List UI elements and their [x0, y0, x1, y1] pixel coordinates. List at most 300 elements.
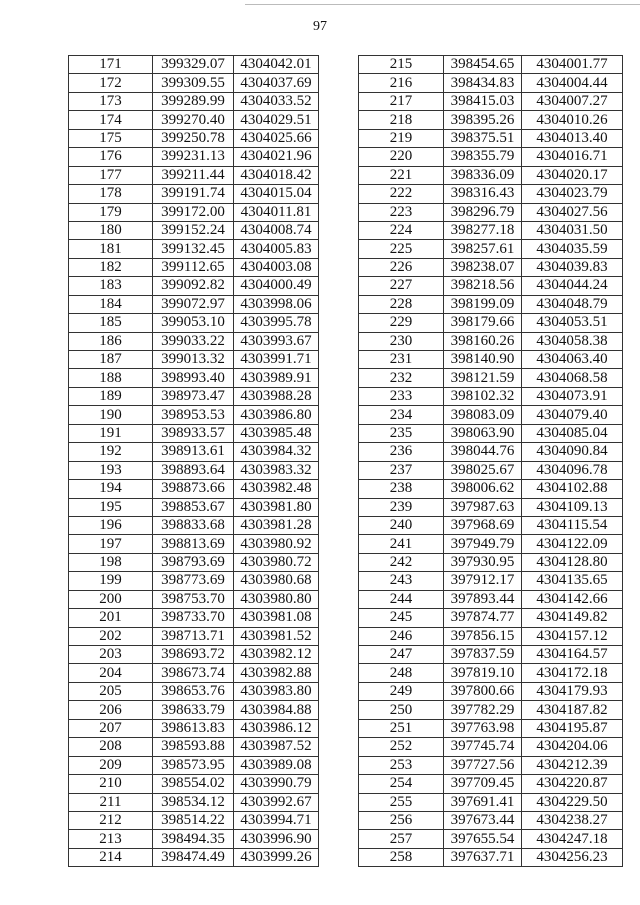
x-coordinate: 398121.59 — [444, 369, 522, 387]
y-coordinate: 4304220.87 — [522, 775, 623, 793]
point-number: 252 — [359, 738, 444, 756]
x-coordinate: 398893.64 — [153, 461, 234, 479]
x-coordinate: 397800.66 — [444, 682, 522, 700]
x-coordinate: 398713.71 — [153, 627, 234, 645]
y-coordinate: 4304029.51 — [234, 111, 319, 129]
y-coordinate: 4304008.74 — [234, 221, 319, 239]
y-coordinate: 4303980.80 — [234, 590, 319, 608]
table-row — [69, 258, 319, 276]
x-coordinate: 398199.09 — [444, 295, 522, 313]
table-row — [359, 332, 623, 350]
table-row — [359, 148, 623, 166]
point-number: 243 — [359, 572, 444, 590]
x-coordinate: 397949.79 — [444, 535, 522, 553]
y-coordinate: 4303981.28 — [234, 516, 319, 534]
y-coordinate: 4303987.52 — [234, 738, 319, 756]
y-coordinate: 4304212.39 — [522, 756, 623, 774]
x-coordinate: 397987.63 — [444, 498, 522, 516]
table-row — [69, 332, 319, 350]
x-coordinate: 398454.65 — [444, 56, 522, 74]
x-coordinate: 397655.54 — [444, 830, 522, 848]
y-coordinate: 4304090.84 — [522, 443, 623, 461]
y-coordinate: 4303996.90 — [234, 830, 319, 848]
x-coordinate: 399152.24 — [153, 221, 234, 239]
table-row — [69, 719, 319, 737]
y-coordinate: 4303993.67 — [234, 332, 319, 350]
x-coordinate: 399250.78 — [153, 129, 234, 147]
y-coordinate: 4304000.49 — [234, 277, 319, 295]
x-coordinate: 399072.97 — [153, 295, 234, 313]
x-coordinate: 399289.99 — [153, 92, 234, 110]
y-coordinate: 4304115.54 — [522, 516, 623, 534]
x-coordinate: 398277.18 — [444, 221, 522, 239]
point-number: 249 — [359, 682, 444, 700]
table-row — [69, 92, 319, 110]
y-coordinate: 4304068.58 — [522, 369, 623, 387]
y-coordinate: 4304096.78 — [522, 461, 623, 479]
x-coordinate: 398395.26 — [444, 111, 522, 129]
y-coordinate: 4304044.24 — [522, 277, 623, 295]
top-rule — [245, 4, 640, 5]
y-coordinate: 4303984.32 — [234, 443, 319, 461]
table-row — [69, 369, 319, 387]
y-coordinate: 4304122.09 — [522, 535, 623, 553]
point-number: 235 — [359, 424, 444, 442]
y-coordinate: 4304085.04 — [522, 424, 623, 442]
table-row — [359, 406, 623, 424]
y-coordinate: 4304079.40 — [522, 406, 623, 424]
y-coordinate: 4304003.08 — [234, 258, 319, 276]
x-coordinate: 399270.40 — [153, 111, 234, 129]
x-coordinate: 398257.61 — [444, 240, 522, 258]
y-coordinate: 4304135.65 — [522, 572, 623, 590]
point-number: 184 — [69, 295, 153, 313]
point-number: 253 — [359, 756, 444, 774]
point-number: 254 — [359, 775, 444, 793]
table-row — [359, 56, 623, 74]
x-coordinate: 398238.07 — [444, 258, 522, 276]
y-coordinate: 4303990.79 — [234, 775, 319, 793]
table-row — [359, 701, 623, 719]
table-row — [359, 277, 623, 295]
point-number: 183 — [69, 277, 153, 295]
point-number: 225 — [359, 240, 444, 258]
point-number: 179 — [69, 203, 153, 221]
point-number: 189 — [69, 387, 153, 405]
x-coordinate: 397745.74 — [444, 738, 522, 756]
table-row — [69, 498, 319, 516]
x-coordinate: 397637.71 — [444, 848, 522, 866]
y-coordinate: 4304048.79 — [522, 295, 623, 313]
table-row — [69, 221, 319, 239]
x-coordinate: 398653.76 — [153, 682, 234, 700]
point-number: 192 — [69, 443, 153, 461]
table-row — [359, 480, 623, 498]
table-row — [69, 406, 319, 424]
point-number: 215 — [359, 56, 444, 74]
point-number: 256 — [359, 811, 444, 829]
y-coordinate: 4304025.66 — [234, 129, 319, 147]
y-coordinate: 4303995.78 — [234, 314, 319, 332]
y-coordinate: 4304128.80 — [522, 553, 623, 571]
x-coordinate: 399191.74 — [153, 185, 234, 203]
table-row — [359, 719, 623, 737]
x-coordinate: 397782.29 — [444, 701, 522, 719]
x-coordinate: 397968.69 — [444, 516, 522, 534]
x-coordinate: 398025.67 — [444, 461, 522, 479]
table-row — [69, 277, 319, 295]
y-coordinate: 4303981.80 — [234, 498, 319, 516]
table-row — [69, 443, 319, 461]
point-number: 198 — [69, 553, 153, 571]
x-coordinate: 398218.56 — [444, 277, 522, 295]
table-row — [359, 369, 623, 387]
x-coordinate: 398006.62 — [444, 480, 522, 498]
point-number: 178 — [69, 185, 153, 203]
x-coordinate: 398415.03 — [444, 92, 522, 110]
point-number: 211 — [69, 793, 153, 811]
point-number: 251 — [359, 719, 444, 737]
page-number: 97 — [313, 19, 327, 34]
point-number: 232 — [359, 369, 444, 387]
y-coordinate: 4303991.71 — [234, 351, 319, 369]
x-coordinate: 397727.56 — [444, 756, 522, 774]
x-coordinate: 399172.00 — [153, 203, 234, 221]
point-number: 180 — [69, 221, 153, 239]
point-number: 231 — [359, 351, 444, 369]
table-row — [69, 166, 319, 184]
y-coordinate: 4304247.18 — [522, 830, 623, 848]
x-coordinate: 399309.55 — [153, 74, 234, 92]
table-row — [359, 775, 623, 793]
point-number: 230 — [359, 332, 444, 350]
table-row — [359, 351, 623, 369]
y-coordinate: 4304027.56 — [522, 203, 623, 221]
table-row — [69, 830, 319, 848]
table-row — [69, 738, 319, 756]
x-coordinate: 398355.79 — [444, 148, 522, 166]
x-coordinate: 398953.53 — [153, 406, 234, 424]
point-number: 240 — [359, 516, 444, 534]
table-row — [69, 775, 319, 793]
y-coordinate: 4303992.67 — [234, 793, 319, 811]
point-number: 223 — [359, 203, 444, 221]
point-number: 216 — [359, 74, 444, 92]
x-coordinate: 398993.40 — [153, 369, 234, 387]
point-number: 203 — [69, 646, 153, 664]
y-coordinate: 4304037.69 — [234, 74, 319, 92]
y-coordinate: 4304004.44 — [522, 74, 623, 92]
y-coordinate: 4304016.71 — [522, 148, 623, 166]
table-row — [69, 129, 319, 147]
point-number: 237 — [359, 461, 444, 479]
table-row — [359, 682, 623, 700]
x-coordinate: 398673.74 — [153, 664, 234, 682]
point-number: 247 — [359, 646, 444, 664]
point-number: 173 — [69, 92, 153, 110]
point-number: 236 — [359, 443, 444, 461]
x-coordinate: 398474.49 — [153, 848, 234, 866]
y-coordinate: 4304256.23 — [522, 848, 623, 866]
point-number: 218 — [359, 111, 444, 129]
table-row — [69, 535, 319, 553]
y-coordinate: 4304021.96 — [234, 148, 319, 166]
x-coordinate: 398336.09 — [444, 166, 522, 184]
point-number: 209 — [69, 756, 153, 774]
point-number: 193 — [69, 461, 153, 479]
x-coordinate: 398140.90 — [444, 351, 522, 369]
y-coordinate: 4303998.06 — [234, 295, 319, 313]
point-number: 250 — [359, 701, 444, 719]
point-number: 200 — [69, 590, 153, 608]
x-coordinate: 398833.68 — [153, 516, 234, 534]
table-row — [69, 314, 319, 332]
point-number: 226 — [359, 258, 444, 276]
table-row — [69, 351, 319, 369]
point-number: 239 — [359, 498, 444, 516]
table-row — [69, 664, 319, 682]
point-number: 196 — [69, 516, 153, 534]
point-number: 246 — [359, 627, 444, 645]
table-row — [359, 74, 623, 92]
table-row — [69, 111, 319, 129]
table-row — [69, 240, 319, 258]
point-number: 204 — [69, 664, 153, 682]
table-row — [69, 756, 319, 774]
y-coordinate: 4304172.18 — [522, 664, 623, 682]
point-number: 234 — [359, 406, 444, 424]
y-coordinate: 4303983.80 — [234, 682, 319, 700]
x-coordinate: 397874.77 — [444, 609, 522, 627]
point-number: 228 — [359, 295, 444, 313]
table-row — [359, 516, 623, 534]
x-coordinate: 398514.22 — [153, 811, 234, 829]
point-number: 195 — [69, 498, 153, 516]
point-number: 212 — [69, 811, 153, 829]
point-number: 186 — [69, 332, 153, 350]
point-number: 227 — [359, 277, 444, 295]
x-coordinate: 398160.26 — [444, 332, 522, 350]
point-number: 176 — [69, 148, 153, 166]
y-coordinate: 4304204.06 — [522, 738, 623, 756]
y-coordinate: 4304018.42 — [234, 166, 319, 184]
point-number: 197 — [69, 535, 153, 553]
point-number: 255 — [359, 793, 444, 811]
table-row — [359, 572, 623, 590]
x-coordinate: 398554.02 — [153, 775, 234, 793]
point-number: 229 — [359, 314, 444, 332]
y-coordinate: 4304238.27 — [522, 811, 623, 829]
x-coordinate: 397691.41 — [444, 793, 522, 811]
x-coordinate: 398044.76 — [444, 443, 522, 461]
x-coordinate: 398773.69 — [153, 572, 234, 590]
y-coordinate: 4304035.59 — [522, 240, 623, 258]
point-number: 182 — [69, 258, 153, 276]
coordinates-table-left — [68, 55, 319, 867]
point-number: 258 — [359, 848, 444, 866]
y-coordinate: 4304187.82 — [522, 701, 623, 719]
y-coordinate: 4304053.51 — [522, 314, 623, 332]
y-coordinate: 4304031.50 — [522, 221, 623, 239]
table-row — [359, 535, 623, 553]
y-coordinate: 4303986.12 — [234, 719, 319, 737]
y-coordinate: 4303982.48 — [234, 480, 319, 498]
point-number: 171 — [69, 56, 153, 74]
y-coordinate: 4304102.88 — [522, 480, 623, 498]
y-coordinate: 4304058.38 — [522, 332, 623, 350]
point-number: 199 — [69, 572, 153, 590]
table-row — [69, 480, 319, 498]
y-coordinate: 4303981.08 — [234, 609, 319, 627]
point-number: 202 — [69, 627, 153, 645]
y-coordinate: 4304157.12 — [522, 627, 623, 645]
y-coordinate: 4304042.01 — [234, 56, 319, 74]
x-coordinate: 397673.44 — [444, 811, 522, 829]
table-row — [359, 258, 623, 276]
table-row — [359, 627, 623, 645]
y-coordinate: 4304015.04 — [234, 185, 319, 203]
point-number: 213 — [69, 830, 153, 848]
x-coordinate: 398593.88 — [153, 738, 234, 756]
y-coordinate: 4303982.12 — [234, 646, 319, 664]
table-row — [359, 848, 623, 866]
table-row — [359, 92, 623, 110]
x-coordinate: 398633.79 — [153, 701, 234, 719]
y-coordinate: 4304033.52 — [234, 92, 319, 110]
table-row — [69, 74, 319, 92]
table-row — [359, 553, 623, 571]
x-coordinate: 397930.95 — [444, 553, 522, 571]
table-row — [359, 443, 623, 461]
point-number: 257 — [359, 830, 444, 848]
x-coordinate: 398753.70 — [153, 590, 234, 608]
point-number: 206 — [69, 701, 153, 719]
table-row — [359, 295, 623, 313]
y-coordinate: 4304142.66 — [522, 590, 623, 608]
y-coordinate: 4303984.88 — [234, 701, 319, 719]
table-row — [359, 185, 623, 203]
x-coordinate: 398296.79 — [444, 203, 522, 221]
table-row — [69, 848, 319, 866]
table-row — [359, 221, 623, 239]
x-coordinate: 399112.65 — [153, 258, 234, 276]
table-row — [359, 129, 623, 147]
x-coordinate: 397819.10 — [444, 664, 522, 682]
table-row — [69, 424, 319, 442]
x-coordinate: 398793.69 — [153, 553, 234, 571]
table-row — [359, 590, 623, 608]
x-coordinate: 399231.13 — [153, 148, 234, 166]
point-number: 194 — [69, 480, 153, 498]
x-coordinate: 399329.07 — [153, 56, 234, 74]
point-number: 208 — [69, 738, 153, 756]
y-coordinate: 4304013.40 — [522, 129, 623, 147]
x-coordinate: 398534.12 — [153, 793, 234, 811]
point-number: 177 — [69, 166, 153, 184]
table-row — [69, 295, 319, 313]
x-coordinate: 399053.10 — [153, 314, 234, 332]
y-coordinate: 4304005.83 — [234, 240, 319, 258]
table-row — [69, 185, 319, 203]
table-row — [69, 609, 319, 627]
x-coordinate: 398733.70 — [153, 609, 234, 627]
y-coordinate: 4304007.27 — [522, 92, 623, 110]
y-coordinate: 4304011.81 — [234, 203, 319, 221]
table-row — [359, 498, 623, 516]
x-coordinate: 398375.51 — [444, 129, 522, 147]
table-row — [69, 590, 319, 608]
point-number: 244 — [359, 590, 444, 608]
point-number: 201 — [69, 609, 153, 627]
y-coordinate: 4303980.72 — [234, 553, 319, 571]
x-coordinate: 399033.22 — [153, 332, 234, 350]
y-coordinate: 4303989.08 — [234, 756, 319, 774]
x-coordinate: 398494.35 — [153, 830, 234, 848]
x-coordinate: 398853.67 — [153, 498, 234, 516]
x-coordinate: 398316.43 — [444, 185, 522, 203]
table-row — [69, 553, 319, 571]
point-number: 214 — [69, 848, 153, 866]
table-row — [359, 609, 623, 627]
y-coordinate: 4304020.17 — [522, 166, 623, 184]
x-coordinate: 398083.09 — [444, 406, 522, 424]
point-number: 245 — [359, 609, 444, 627]
x-coordinate: 397763.98 — [444, 719, 522, 737]
point-number: 242 — [359, 553, 444, 571]
point-number: 210 — [69, 775, 153, 793]
table-row — [69, 461, 319, 479]
y-coordinate: 4303982.88 — [234, 664, 319, 682]
x-coordinate: 398573.95 — [153, 756, 234, 774]
table-row — [359, 756, 623, 774]
table-row — [359, 664, 623, 682]
point-number: 238 — [359, 480, 444, 498]
point-number: 174 — [69, 111, 153, 129]
x-coordinate: 399132.45 — [153, 240, 234, 258]
y-coordinate: 4304073.91 — [522, 387, 623, 405]
y-coordinate: 4303985.48 — [234, 424, 319, 442]
x-coordinate: 398933.57 — [153, 424, 234, 442]
point-number: 224 — [359, 221, 444, 239]
point-number: 205 — [69, 682, 153, 700]
y-coordinate: 4303980.92 — [234, 535, 319, 553]
table-row — [69, 516, 319, 534]
table-row — [69, 811, 319, 829]
table-row — [69, 682, 319, 700]
table-row — [69, 627, 319, 645]
table-row — [359, 811, 623, 829]
x-coordinate: 399013.32 — [153, 351, 234, 369]
point-number: 221 — [359, 166, 444, 184]
table-row — [359, 240, 623, 258]
table-row — [359, 793, 623, 811]
x-coordinate: 398063.90 — [444, 424, 522, 442]
coordinates-table-right — [358, 55, 623, 867]
point-number: 241 — [359, 535, 444, 553]
x-coordinate: 398913.61 — [153, 443, 234, 461]
point-number: 220 — [359, 148, 444, 166]
x-coordinate: 397893.44 — [444, 590, 522, 608]
table-row — [359, 830, 623, 848]
x-coordinate: 399211.44 — [153, 166, 234, 184]
y-coordinate: 4303989.91 — [234, 369, 319, 387]
point-number: 191 — [69, 424, 153, 442]
point-number: 187 — [69, 351, 153, 369]
table-row — [69, 701, 319, 719]
y-coordinate: 4304195.87 — [522, 719, 623, 737]
y-coordinate: 4304010.26 — [522, 111, 623, 129]
x-coordinate: 398102.32 — [444, 387, 522, 405]
